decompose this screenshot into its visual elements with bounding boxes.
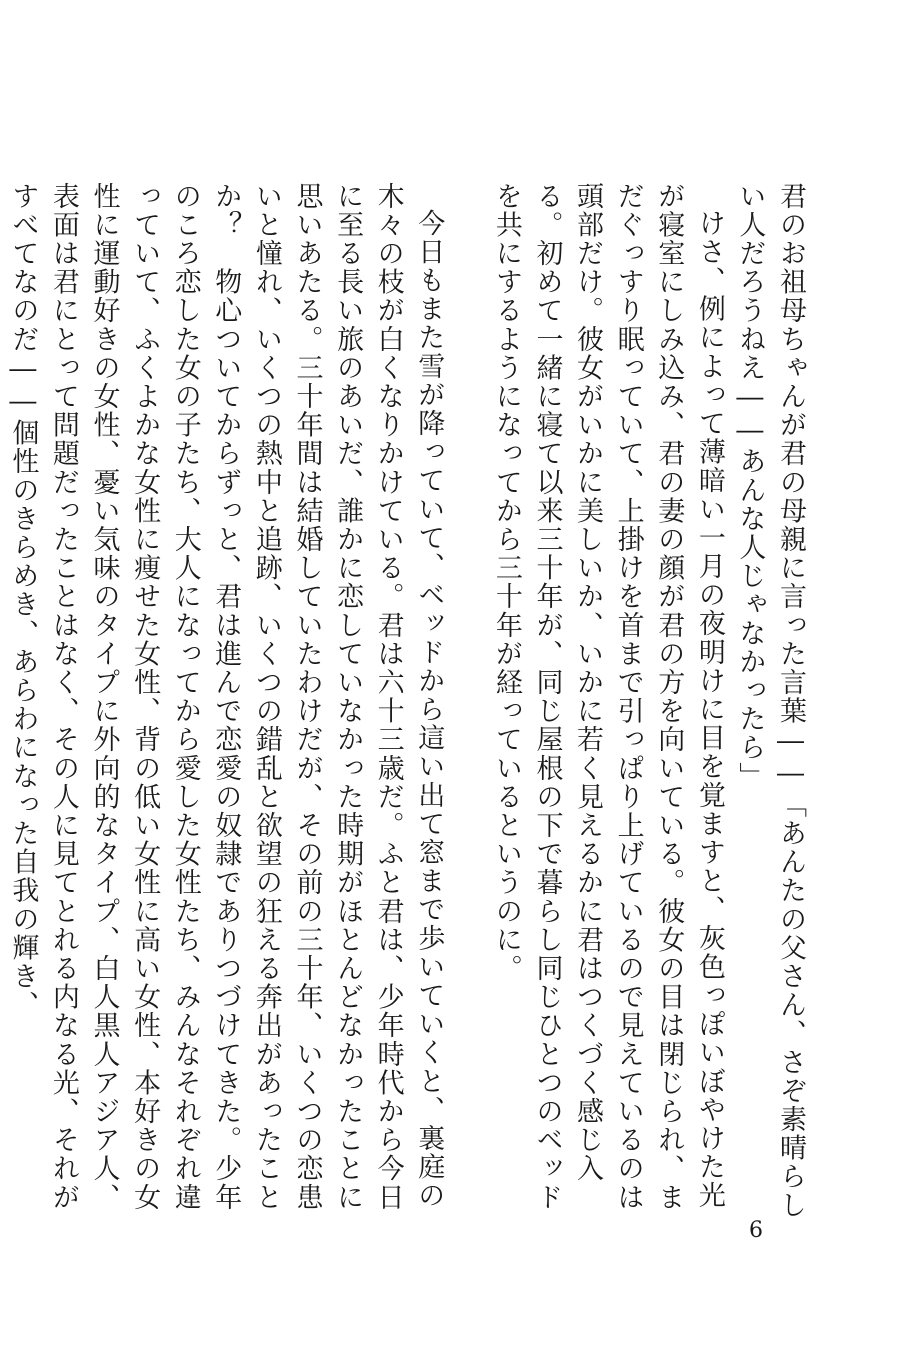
- vertical-text-body: [7, 182, 810, 1222]
- page-number: 6: [749, 1218, 763, 1243]
- paragraph-morning: けさ、例によって薄暗い一月の夜明けに目を覚ますと、灰色っぽいぼやけた光が寝室にしみ込み、君の妻の顔が君の方を向いている。彼女の目は閉じられ、まだぐっすり眠っていて、上掛けを首まで引っぱり上げているので見えているのは頭部だけ。彼女がいかに美しいか、いかに若く見えるかに君はつくづく感じ入る。初めて一緒に寝て以来三十年が、同じ屋根の下で暮らし同じひとつのベッドを共にするようになってから三十年が経っているというのに。: [490, 182, 725, 1212]
- paragraph-quote: 君のお祖母ちゃんが君の母親に言った言葉――「あんたの父さん、さぞ素晴らしい人だろうねえ――あんな人じゃなかったら」: [734, 182, 806, 1220]
- paragraph-snow: 今日もまた雪が降っていて、ベッドから這い出て窓まで歩いていくと、裏庭の木々の枝が白くなりかけている。君は六十三歳だ。ふと君は、少年時代から今日に至る長い旅のあいだ、誰かに恋していなかった時期がほとんどなかったことに思いあたる。三十年間は結婚していたわけだが、その前の三十年、いくつの恋患いと憧れ、いくつの熱中と追跡、いくつの錯乱と欲望の狂える奔出があったことか？ 物心ついてからずっと、君は進んで恋愛の奴隷でありつづけてきた。少年のころ恋した女の子たち、大人になってから愛した女性たち、みんなそれぞれ違っていて、ふくよかな女性に痩せた女性、背の低い女性に高い女性、本好きの女性に運動好きの女性、憂い気味のタイプに外向的なタイプ、白人黒人アジア人、表面は君にとって問題だったことはなく、その人に見てとれる内なる光、それがすべてなのだ――個性のきらめき、あらわになった自我の輝き、: [7, 182, 445, 1212]
